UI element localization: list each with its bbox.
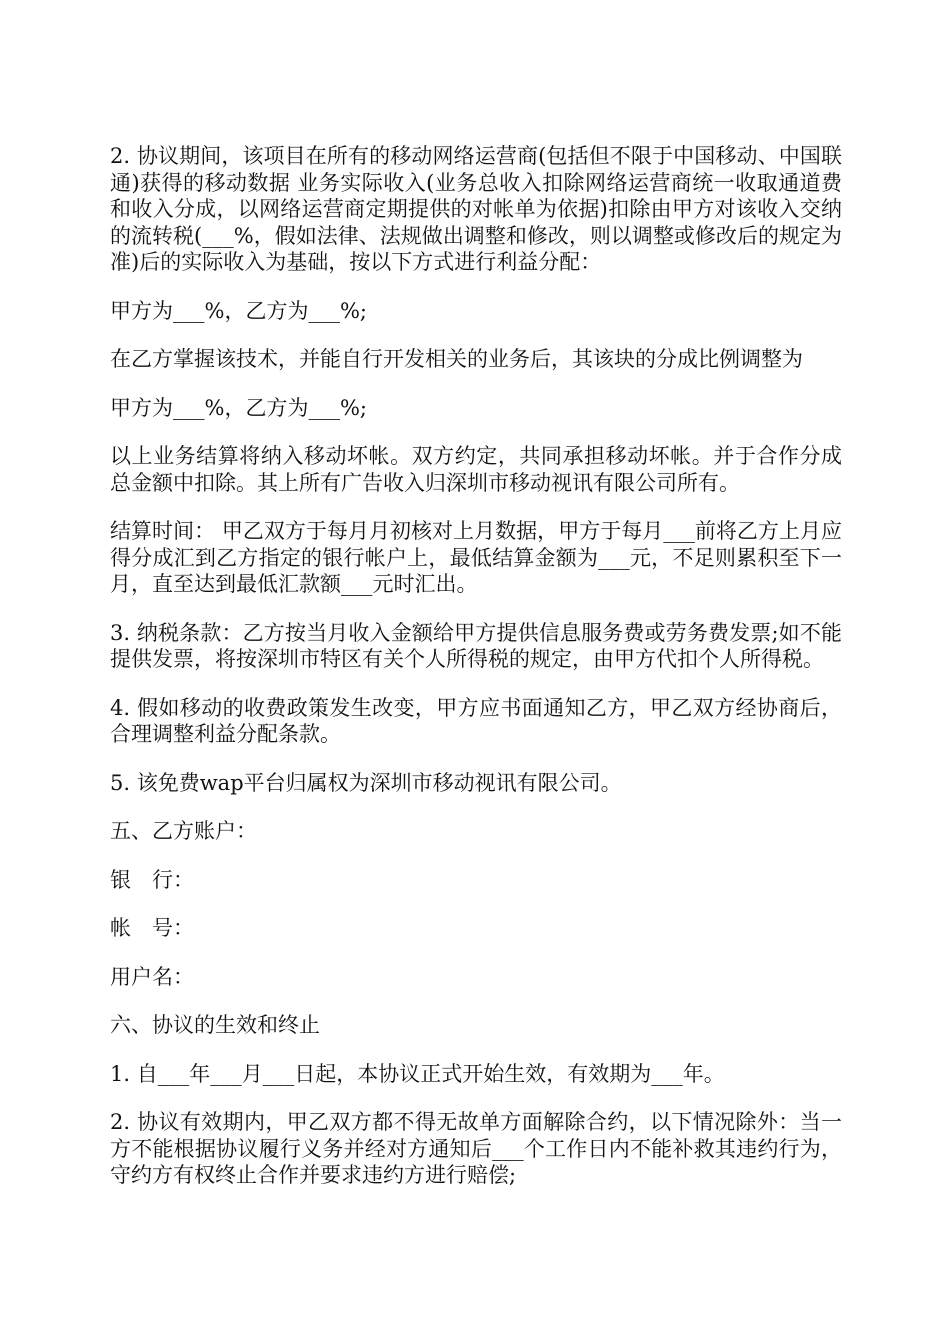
paragraph-share-ratio: 甲方为___%，乙方为___%; — [110, 298, 367, 323]
paragraph-bad-debt: 以上业务结算将纳入移动坏帐。双方约定，共同承担移动坏帐。并于合作分成总金额中扣除。其上所有广告收入归深圳市移动视讯有限公司所有。 — [110, 444, 842, 495]
paragraph-effective-date: 1. 自___年___月___日起，本协议正式开始生效，有效期为___年。 — [110, 1061, 725, 1086]
paragraph-ratio-adjustment: 在乙方掌握该技术，并能自行开发相关的业务后，其该块的分成比例调整为 — [110, 347, 803, 371]
account-bank-label: 银 行： — [110, 867, 194, 892]
paragraph-adjusted-share-ratio: 甲方为___%，乙方为___%; — [110, 395, 367, 420]
paragraph-revenue-share-clause: 2. 协议期间，该项目在所有的移动网络运营商(包括但不限于中国移动、中国联通)获得的移动数据 业务实际收入(业务总收入扣除网络运营商统一收取通道费和收入分成，以网络运营商定期提供的对帐单为依据)扣除由甲方对该收入交纳的流转税(___%，假如法律、法规做出调整和修改，则以调整或修改后的规定为准)后的实际收入为基础，按以下方式进行利益分配： — [110, 144, 842, 274]
account-username-label: 用户名： — [110, 964, 194, 989]
paragraph-termination-conditions: 2. 协议有效期内，甲乙双方都不得无故单方面解除合约，以下情况除外：当一方不能根据协议履行义务并经对方通知后___个工作日内不能补救其违约行为，守约方有权终止合作并要求违约方进行赔偿; — [110, 1110, 842, 1187]
section-heading-account: 五、乙方账户： — [110, 819, 257, 843]
paragraph-platform-ownership: 5. 该免费wap平台归属权为深圳市移动视讯有限公司。 — [110, 770, 622, 795]
document-page — [110, 143, 842, 1211]
account-number-label: 帐 号： — [110, 916, 194, 940]
paragraph-tax-clause: 3. 纳税条款：乙方按当月收入金额给甲方提供信息服务费或劳务费发票;如不能提供发票，将按深圳市特区有关个人所得税的规定，由甲方代扣个人所得税。 — [110, 620, 842, 671]
paragraph-policy-change: 4. 假如移动的收费政策发生改变，甲方应书面通知乙方，甲乙双方经协商后，合理调整利益分配条款。 — [110, 695, 842, 746]
section-heading-effect-termination: 六、协议的生效和终止 — [110, 1013, 320, 1037]
paragraph-settlement-time: 结算时间： 甲乙双方于每月月初核对上月数据，甲方于每月___前将乙方上月应得分成汇到乙方指定的银行帐户上，最低结算金额为___元，不足则累积至下一月，直至达到最低汇款额___元时汇出。 — [110, 519, 842, 596]
